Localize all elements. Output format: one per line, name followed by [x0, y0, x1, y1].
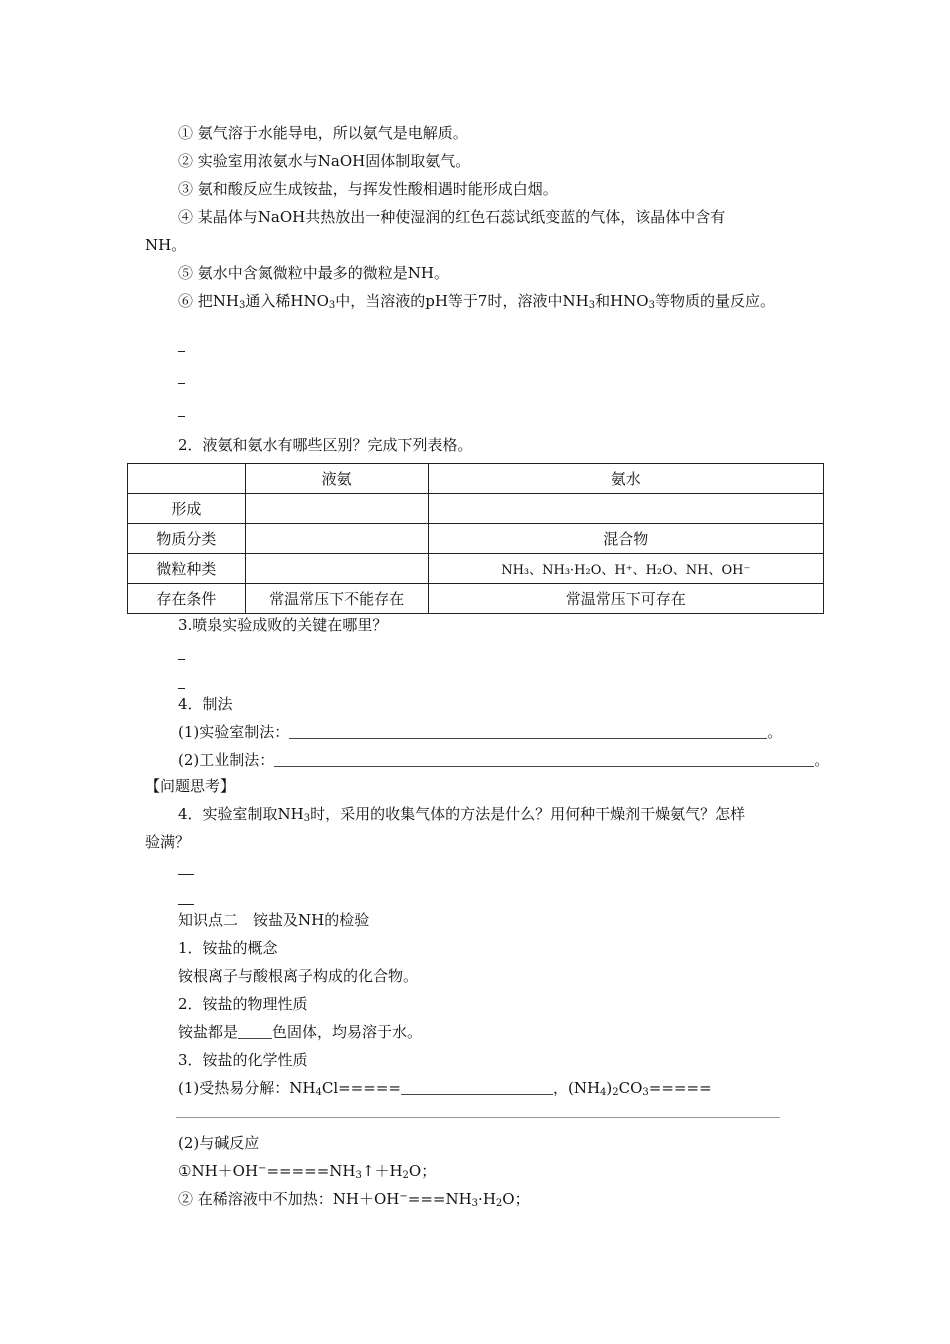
answer-line — [178, 874, 194, 875]
industrial-method-line: (2)工业制法： 。 — [178, 751, 830, 769]
answer-line — [178, 659, 185, 660]
question-4-line1: 4．实验室制取$NH_3$时，采用的收集气体的方法是什么？用何种干燥剂干燥氨气？怎样 — [178, 805, 746, 824]
statement-6: ⑥ 把$NH_3$通入稀$HNO_3$中，当溶液的pH等于7时，溶液中$NH_3$和$HNO_3$等物质的量反应。 — [178, 292, 775, 311]
row-label: 物质分类 — [128, 524, 246, 554]
concept-text: 铵根离子与酸根离子构成的化合物。 — [178, 967, 419, 985]
answer-blank[interactable] — [238, 1024, 272, 1039]
statement-3: ③ 氨和酸反应生成铵盐，与挥发性酸相遇时能形成白烟。 — [178, 180, 558, 198]
table-row — [128, 494, 824, 524]
table-cell — [128, 464, 246, 494]
table-header-row — [128, 464, 824, 494]
question-4-line2: 验满？ — [145, 833, 191, 851]
knowledge-point-2-title: 知识点二 铵盐及NH的检验 — [178, 911, 370, 929]
table-row — [128, 524, 824, 554]
section-heading-thinking: 【问题思考】 — [145, 777, 236, 795]
row-label: 形成 — [128, 494, 246, 524]
thermal-decomposition-line: (1)受热易分解：$NH_4Cl=====$ ，$(NH_4)_2CO_3=====$ — [178, 1079, 712, 1098]
table-cell: 常温常压下可存在 — [428, 584, 823, 614]
physical-title: 2．铵盐的物理性质 — [178, 995, 308, 1013]
table-header-liquid-ammonia: 液氨 — [245, 464, 428, 494]
answer-line[interactable] — [176, 1117, 780, 1118]
answer-line — [178, 688, 185, 689]
answer-line — [178, 351, 185, 352]
answer-blank[interactable] — [401, 1080, 553, 1095]
method-title: 4．制法 — [178, 695, 233, 713]
concept-title: 1．铵盐的概念 — [178, 939, 278, 957]
table-row — [128, 554, 824, 584]
answer-line — [178, 383, 185, 384]
table-cell: NH₃、NH₃·H₂O、H⁺、H₂O、NH、OH⁻ — [428, 554, 823, 584]
statement-4-continued: NH。 — [145, 236, 187, 254]
statement-5: ⑤ 氨水中含氮微粒中最多的微粒是NH。 — [178, 264, 449, 282]
answer-blank[interactable] — [289, 724, 767, 739]
physical-text: 铵盐都是 色固体，均易溶于水。 — [178, 1023, 423, 1041]
statement-1: ① 氨气溶于水能导电，所以氨气是电解质。 — [178, 124, 468, 142]
base-reaction-1: $①NH+OH^-=====NH_3↑+H_2O$； — [178, 1162, 437, 1181]
table-header-ammonia-water: 氨水 — [428, 464, 823, 494]
base-reaction-title: (2)与碱反应 — [178, 1134, 260, 1152]
statement-2: ② 实验室用浓氨水与NaOH固体制取氨气。 — [178, 152, 471, 170]
answer-line — [178, 904, 194, 905]
table-cell — [245, 524, 428, 554]
base-reaction-2: ② 在稀溶液中不加热：$NH+OH^-===NH_3\cdot H_2O$； — [178, 1190, 530, 1209]
question-3-title: 3.喷泉实验成败的关键在哪里？ — [178, 616, 388, 634]
table-cell — [245, 494, 428, 524]
question-2-title: 2．液氨和氨水有哪些区别？完成下列表格。 — [178, 436, 473, 454]
statement-4: ④ 某晶体与NaOH共热放出一种使湿润的红色石蕊试纸变蓝的气体，该晶体中含有 — [178, 208, 726, 226]
answer-line — [178, 416, 185, 417]
row-label: 存在条件 — [128, 584, 246, 614]
chemical-title: 3．铵盐的化学性质 — [178, 1051, 308, 1069]
lab-method-line: (1)实验室制法： 。 — [178, 723, 783, 741]
table-row — [128, 584, 824, 614]
table-cell — [245, 554, 428, 584]
table-cell: 常温常压下不能存在 — [245, 584, 428, 614]
comparison-table — [127, 463, 824, 614]
answer-blank[interactable] — [274, 752, 814, 767]
table-cell: 混合物 — [428, 524, 823, 554]
table-cell — [428, 494, 823, 524]
row-label: 微粒种类 — [128, 554, 246, 584]
